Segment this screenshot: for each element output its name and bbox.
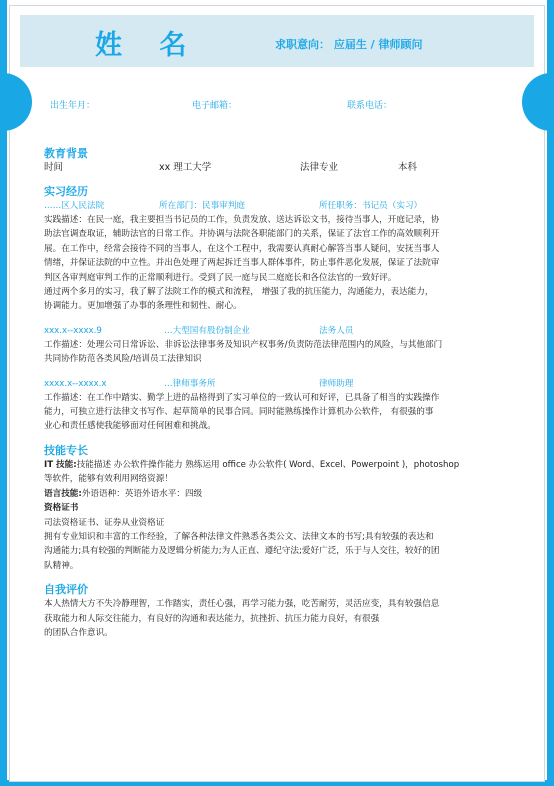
skills-title: 技能专长 (44, 443, 88, 457)
it-skill-line (44, 458, 524, 472)
job-line: 业心和责任感使我能够面对任何困难和挑战。 (44, 421, 216, 432)
edu-major: 法律专业 (300, 162, 339, 173)
phone-label: 联系电话： (347, 101, 393, 111)
job-line: 情绪，并保证法院的中立性。并出色处理了两起拆迁当事人群体事件，防止事件恶化发展，保证了法院审 (44, 258, 440, 269)
certificates-title: 资格证书 (44, 503, 79, 514)
certificates-text: 司法资格证书、证券从业资格证 (44, 517, 165, 528)
education-row (44, 161, 524, 175)
job-dept: …大型国有股份制企业 (164, 325, 250, 336)
education-title: 教育背景 (44, 147, 88, 160)
job-position: 所任职务：书记员（实习） (319, 201, 423, 211)
self-eval-line: 的团队合作意识。 (44, 627, 113, 638)
job-line: 工作描述：在工作中踏实、勤学上进的品格得到了实习单位的一致认可和好评，已具备了相当的实践操作 (44, 392, 440, 403)
internship-title: 实习经历 (44, 185, 88, 198)
language-skill-text: 外语语种：英语外语水平：四级 (81, 488, 203, 499)
birth-label: 出生年月： (50, 101, 96, 111)
job-dept: 所在部门：民事审判庭 (159, 201, 245, 211)
job-header (44, 377, 524, 391)
job-line: 展。在工作中，经常会接待不同的当事人，在这个工程中，我需要认真耐心解答当事人疑问，安抚当事人 (44, 243, 440, 254)
job-line: 协调能力。更加增强了办事的条理性和韧性、耐心。 (44, 301, 242, 312)
self-eval-line: 本人热情大方不失冷静理智，工作踏实，责任心强，再学习能力强，吃苦耐劳，灵活应变，具有较强信息 (44, 599, 440, 610)
skills-line: 队精神。 (44, 560, 79, 571)
skills-line: 沟通能力;具有较强的判断能力及逻辑分析能力;为人正直、遵纪守法;爱好广泛，乐于与人交往，较好的团 (44, 546, 440, 557)
edu-school: xx 理工大学 (159, 162, 212, 173)
self-eval-title: 自我评价 (44, 583, 88, 597)
job-org: xxx.x--xxxx.9 (44, 325, 102, 336)
language-skill-line (44, 487, 524, 501)
resume-header (20, 15, 534, 67)
job-position: 法务人员 (319, 325, 354, 336)
job-dept: …律师事务所 (164, 378, 216, 389)
job-position: 律师助理 (319, 378, 354, 389)
job-objective: 求职意向： 应届生 / 律师顾问 (275, 38, 423, 51)
candidate-name: 姓 名 (95, 30, 201, 61)
it-skill-label: IT 技能: (44, 459, 77, 470)
job-line: 通过两个多月的实习，我了解了法院工作的模式和流程， 增强了我的抗压能力，沟通能力，表达能力， (44, 287, 434, 298)
language-skill-label: 语言技能: (44, 488, 82, 499)
job-header (44, 324, 524, 338)
job-line: 判区各审判庭审判工作的正常顺利进行。受到了民一庭与民二庭庭长和各位法官的一致好评。 (44, 272, 397, 283)
job-org: xxxx.x--xxxx.x (44, 378, 107, 389)
job-header (44, 199, 524, 213)
job-line: 助法官调查取证，辅助法官的日常工作。并协调与法院各职能部门的关系，保证了法官工作的高效顺利开 (44, 229, 440, 240)
edu-time: 时间 (44, 162, 64, 173)
job-line: 能力，可独立进行法律文书写作、起草简单的民事合同。同时能熟练操作计算机办公软件， 有很强的事 (44, 407, 434, 418)
job-org: ……区人民法院 (44, 201, 105, 211)
it-skill-line-2: 等软件，能够有效利用网络资源！ (44, 474, 173, 485)
it-skill-text: 技能描述 办公软件操作能力 熟练运用 office 办公软件( Word、Excel、Powerpoint )，photoshop (76, 459, 460, 470)
self-eval-line: 获取能力和人际交往能力，有良好的沟通和表达能力，抗挫折、抗压力能力良好，有很强 (44, 613, 380, 624)
email-label: 电子邮箱： (192, 101, 238, 111)
edu-degree: 本科 (398, 162, 418, 173)
job-line: 工作描述：处理公司日常诉讼、非诉讼法律事务及知识产权事务/负责防范法律范围内的风险，与其他部门 (44, 339, 443, 350)
job-line: 共同协作防范各类风险/培训员工法律知识 (44, 354, 202, 365)
job-line: 实践描述：在民一庭，我主要担当书记员的工作，负责发放、送达诉讼文书，接待当事人，开庭记录，协 (44, 215, 440, 225)
skills-line: 拥有专业知识和丰富的工作经验，了解各种法律文件熟悉各类公文、法律文本的书写;具有较强的表达和 (44, 531, 434, 542)
resume-body (44, 147, 524, 640)
